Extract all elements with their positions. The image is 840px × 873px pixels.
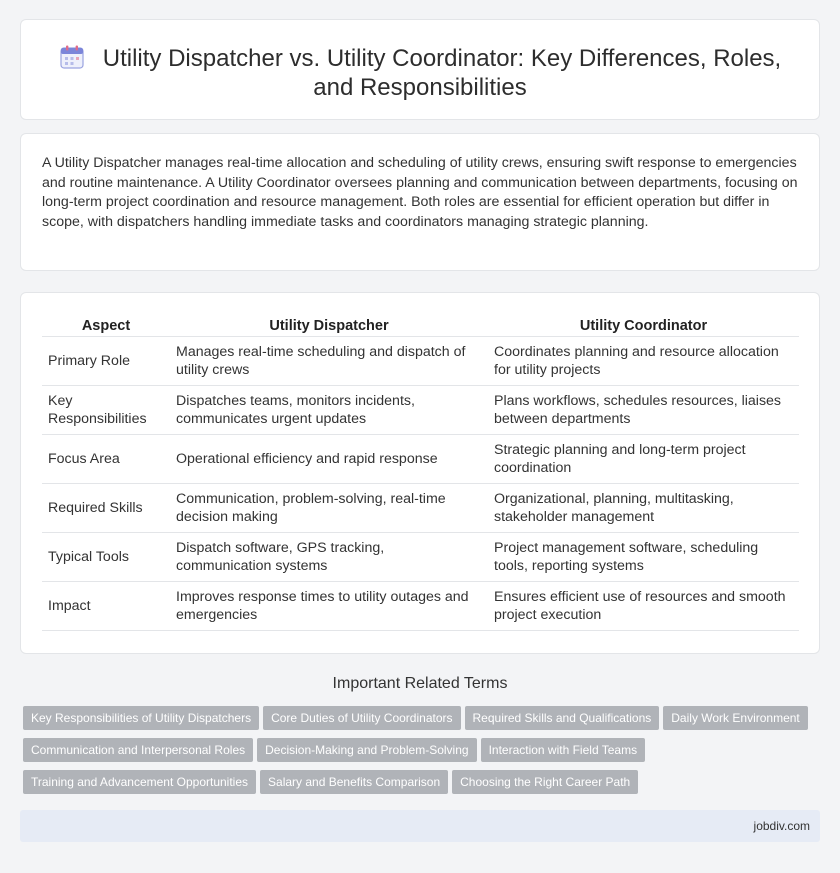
tag-link[interactable]: Training and Advancement Opportunities (23, 770, 256, 794)
table-row (42, 435, 799, 484)
tag-link[interactable]: Core Duties of Utility Coordinators (263, 706, 460, 730)
related-terms-list (23, 706, 823, 802)
intro-card (20, 133, 820, 271)
footer-site-link[interactable]: jobdiv.com (753, 819, 810, 833)
cell-aspect: Focus Area (42, 435, 170, 484)
table-header-row (42, 313, 799, 337)
tag-row (23, 738, 823, 770)
cell-coordinator: Ensures efficient use of resources and smooth project execution (488, 582, 799, 631)
tag-link[interactable]: Communication and Interpersonal Roles (23, 738, 253, 762)
cell-aspect: Key Responsibilities (42, 386, 170, 435)
related-terms-title: Important Related Terms (332, 675, 508, 692)
cell-dispatcher: Operational efficiency and rapid response (170, 435, 488, 484)
cell-coordinator: Plans workflows, schedules resources, liaises between departments (488, 386, 799, 435)
header-coordinator: Utility Coordinator (488, 313, 799, 337)
header-dispatcher: Utility Dispatcher (170, 313, 488, 337)
table-row (42, 337, 799, 386)
table-row (42, 533, 799, 582)
cell-coordinator: Project management software, scheduling tools, reporting systems (488, 533, 799, 582)
cell-aspect: Impact (42, 582, 170, 631)
tag-link[interactable]: Choosing the Right Career Path (452, 770, 638, 794)
cell-aspect: Primary Role (42, 337, 170, 386)
cell-dispatcher: Communication, problem-solving, real-time decision making (170, 484, 488, 533)
tag-link[interactable]: Daily Work Environment (663, 706, 807, 730)
header-aspect: Aspect (42, 313, 170, 337)
table-row (42, 582, 799, 631)
calendar-icon (59, 44, 85, 70)
tag-link[interactable]: Decision-Making and Problem-Solving (257, 738, 476, 762)
tag-link[interactable]: Salary and Benefits Comparison (260, 770, 448, 794)
cell-dispatcher: Manages real-time scheduling and dispatch of utility crews (170, 337, 488, 386)
comparison-card (20, 292, 820, 654)
tag-row (23, 770, 823, 802)
page-title (21, 44, 819, 102)
table-row (42, 484, 799, 533)
cell-aspect: Required Skills (42, 484, 170, 533)
cell-coordinator: Organizational, planning, multitasking, stakeholder management (488, 484, 799, 533)
header-card (20, 19, 820, 120)
tag-row (23, 706, 823, 738)
table-row (42, 386, 799, 435)
footer (20, 810, 820, 842)
cell-coordinator: Strategic planning and long-term project coordination (488, 435, 799, 484)
cell-coordinator: Coordinates planning and resource allocation for utility projects (488, 337, 799, 386)
intro-text: A Utility Dispatcher manages real-time allocation and scheduling of utility crews, ensuring swift response to emergencies and routine maintenance. A Utility Coordinator oversees planning and communication between departments, focusing on long-term project coordination and resource management. Both roles are essential for efficient operation but differ in scope, with dispatchers handling immediate tasks and coordinators managing strategic planning. (42, 155, 798, 231)
tag-link[interactable]: Interaction with Field Teams (481, 738, 646, 762)
comparison-table (42, 313, 799, 631)
title-line-1: Utility Dispatcher vs. Utility Coordinator: Key Differences, Roles, (102, 45, 782, 72)
cell-dispatcher: Dispatches teams, monitors incidents, communicates urgent updates (170, 386, 488, 435)
cell-dispatcher: Dispatch software, GPS tracking, communication systems (170, 533, 488, 582)
tag-link[interactable]: Required Skills and Qualifications (465, 706, 660, 730)
title-line-2: and Responsibilities (313, 74, 527, 101)
cell-dispatcher: Improves response times to utility outages and emergencies (170, 582, 488, 631)
cell-aspect: Typical Tools (42, 533, 170, 582)
tag-link[interactable]: Key Responsibilities of Utility Dispatchers (23, 706, 259, 730)
